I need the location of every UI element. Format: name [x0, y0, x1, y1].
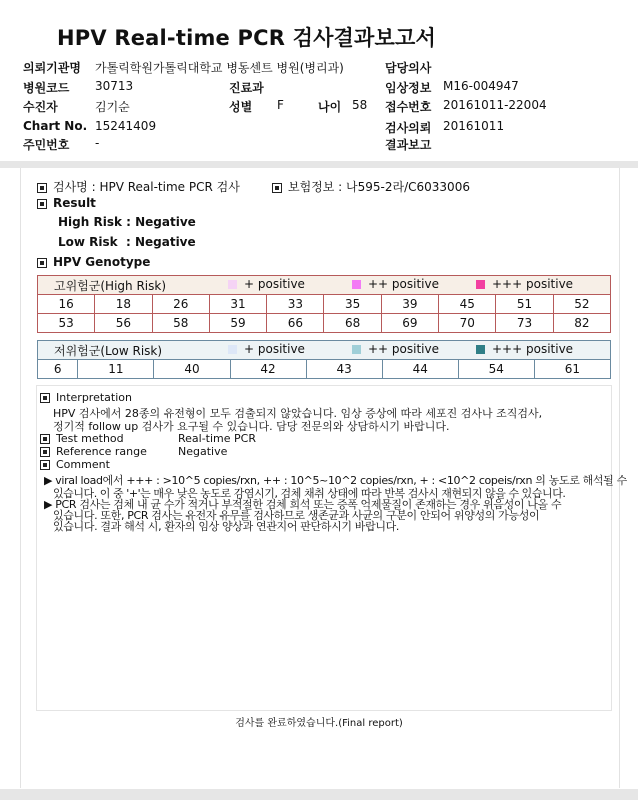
interpretation-heading	[40, 391, 132, 404]
resident-value: -	[95, 136, 100, 150]
request-value: 20161011	[443, 119, 505, 133]
genotype-cell: 61	[534, 360, 610, 379]
test-method-value: Real-time PCR	[178, 432, 256, 445]
clinical-label: 임상정보	[385, 81, 432, 95]
bullet-square-icon	[272, 183, 282, 193]
legend-label: +++ positive	[492, 342, 574, 356]
low-risk-table	[37, 359, 611, 379]
genotype-cell: 42	[230, 360, 306, 379]
request-label: 검사의뢰	[385, 121, 432, 135]
chart-label: Chart No.	[23, 119, 88, 133]
genotype-cell: 69	[381, 314, 438, 333]
legend-swatch-icon	[476, 280, 485, 289]
resident-label: 주민번호	[23, 138, 70, 152]
interpretation-text-1: HPV 검사에서 28종의 유전형이 모두 검출되지 않았습니다. 임상 증상에 따라 세포진 검사나 조직검사,	[53, 407, 543, 420]
low-risk-title: 저위험군(Low Risk)	[54, 344, 163, 358]
interpretation-heading-text: Interpretation	[56, 391, 132, 404]
report-label: 결과보고	[385, 138, 432, 152]
clinical-value: M16-004947	[443, 79, 519, 93]
low-legend-plus	[228, 342, 305, 356]
test-method-row	[40, 432, 124, 445]
receipt-label: 접수번호	[385, 100, 432, 114]
high-risk-result: High Risk : Negative	[58, 215, 196, 229]
genotype-cell: 54	[458, 360, 534, 379]
comment-heading	[40, 458, 110, 471]
genotype-cell: 43	[306, 360, 382, 379]
age-value: 58	[352, 98, 368, 112]
test-method-label: Test method	[56, 432, 124, 445]
comment-text-3: PCR 검사는 검체 내 균 수가 적거나 부적절한 검체 희석 또는 증폭 억제물질이 존재하는 경우 위음성이 나올 수	[55, 498, 562, 511]
genotype-cell: 70	[439, 314, 496, 333]
legend-label: + positive	[244, 342, 305, 356]
genotype-cell: 31	[209, 295, 266, 314]
result-heading	[37, 196, 96, 210]
bottom-bar	[0, 789, 638, 800]
bullet-square-icon	[40, 447, 50, 457]
legend-label: ++ positive	[368, 277, 439, 291]
genotype-cell: 11	[78, 360, 154, 379]
genotype-cell: 33	[267, 295, 324, 314]
receipt-value: 20161011-22004	[443, 98, 547, 112]
reference-range-row	[40, 445, 147, 458]
hospital-code-value: 30713	[95, 79, 134, 93]
legend-swatch-icon	[228, 345, 237, 354]
reference-range-value: Negative	[178, 445, 228, 458]
arrow-bullet-icon: ▶	[44, 474, 56, 487]
genotype-cell: 45	[439, 295, 496, 314]
test-name: 검사명 : HPV Real-time PCR 검사	[53, 180, 240, 194]
examinee-label: 수진자	[23, 100, 58, 114]
institution-value: 가톨릭학원가톨릭대학교 병동센트 병원(병리과)	[95, 61, 344, 75]
result-heading-text: Result	[53, 196, 96, 210]
test-name-line	[37, 178, 240, 195]
genotype-cell: 16	[38, 295, 95, 314]
bullet-square-icon	[40, 393, 50, 403]
genotype-cell: 52	[553, 295, 610, 314]
genotype-cell: 44	[382, 360, 458, 379]
low-risk-result: Low Risk : Negative	[58, 235, 196, 249]
high-risk-table	[37, 294, 611, 333]
genotype-cell: 53	[38, 314, 95, 333]
reference-range-label: Reference range	[56, 445, 147, 458]
insurance-line	[272, 178, 470, 195]
genotype-cell: 58	[152, 314, 209, 333]
department-label: 진료과	[229, 81, 264, 95]
arrow-bullet-icon: ▶	[44, 498, 56, 511]
genotype-cell: 6	[38, 360, 78, 379]
genotype-cell: 18	[95, 295, 152, 314]
genotype-cell: 35	[324, 295, 381, 314]
high-risk-title: 고위험군(High Risk)	[54, 279, 166, 293]
doctor-label: 담당의사	[385, 61, 432, 75]
legend-swatch-icon	[476, 345, 485, 354]
report-title: HPV Real-time PCR 검사결과보고서	[57, 26, 436, 50]
legend-swatch-icon	[352, 345, 361, 354]
comment-line-4: 있습니다. 또한, PCR 검사는 유전자 유무를 검사하므로 생존균과 사균의 구분이 안되어 위양성의 가능성이	[53, 509, 540, 522]
hospital-code-label: 병원코드	[23, 81, 70, 95]
genotype-cell: 59	[209, 314, 266, 333]
comment-heading-text: Comment	[56, 458, 110, 471]
chart-value: 15241409	[95, 119, 157, 133]
legend-swatch-icon	[352, 280, 361, 289]
genotype-cell: 51	[496, 295, 553, 314]
legend-swatch-icon	[228, 280, 237, 289]
legend-label: ++ positive	[368, 342, 439, 356]
genotype-cell: 82	[553, 314, 610, 333]
header-divider	[0, 161, 638, 168]
institution-label: 의뢰기관명	[23, 61, 81, 75]
genotype-heading-text: HPV Genotype	[53, 255, 151, 269]
genotype-cell: 68	[324, 314, 381, 333]
final-report-note: 검사를 완료하였습니다.(Final report)	[235, 718, 403, 729]
bullet-square-icon	[37, 199, 47, 209]
legend-plus	[228, 277, 305, 291]
genotype-cell: 39	[381, 295, 438, 314]
age-label: 나이	[318, 100, 342, 114]
genotype-cell: 66	[267, 314, 324, 333]
sex-label: 성별	[229, 100, 253, 114]
bullet-square-icon	[40, 460, 50, 470]
legend-label: + positive	[244, 277, 305, 291]
comment-line-5: 있습니다. 결과 해석 시, 환자의 임상 양상과 연관지어 판단하시기 바랍니다.	[53, 520, 400, 533]
low-legend-plus2	[352, 342, 439, 356]
interpretation-text-2: 정기적 follow up 검사가 요구될 수 있습니다. 담당 전문의와 상담하시기 바랍니다.	[53, 420, 450, 433]
genotype-cell: 56	[95, 314, 152, 333]
bullet-square-icon	[37, 258, 47, 268]
bullet-square-icon	[37, 183, 47, 193]
comment-text-1: viral load에서 +++ : >10^5 copies/rxn, ++ : 10^5~10^2 copies/rxn, + : <10^2 copeis/rxn 의 농도로 해석될 수	[55, 474, 627, 487]
legend-plus2	[352, 277, 439, 291]
legend-label: +++ positive	[492, 277, 574, 291]
comment-line-2: 있습니다. 이 중 '+'는 매우 낮은 농도로 감염시기, 검체 채취 상태에 따라 반복 검사시 재현되지 않을 수 있습니다.	[53, 487, 566, 500]
sex-value: F	[277, 98, 284, 112]
bullet-square-icon	[40, 434, 50, 444]
genotype-cell: 40	[154, 360, 230, 379]
genotype-heading	[37, 255, 150, 269]
low-legend-plus3	[476, 342, 573, 356]
genotype-cell: 73	[496, 314, 553, 333]
legend-plus3	[476, 277, 573, 291]
insurance-info: 보험정보 : 나595-2라/C6033006	[288, 180, 470, 194]
genotype-cell: 26	[152, 295, 209, 314]
examinee-value: 김기순	[95, 100, 130, 114]
